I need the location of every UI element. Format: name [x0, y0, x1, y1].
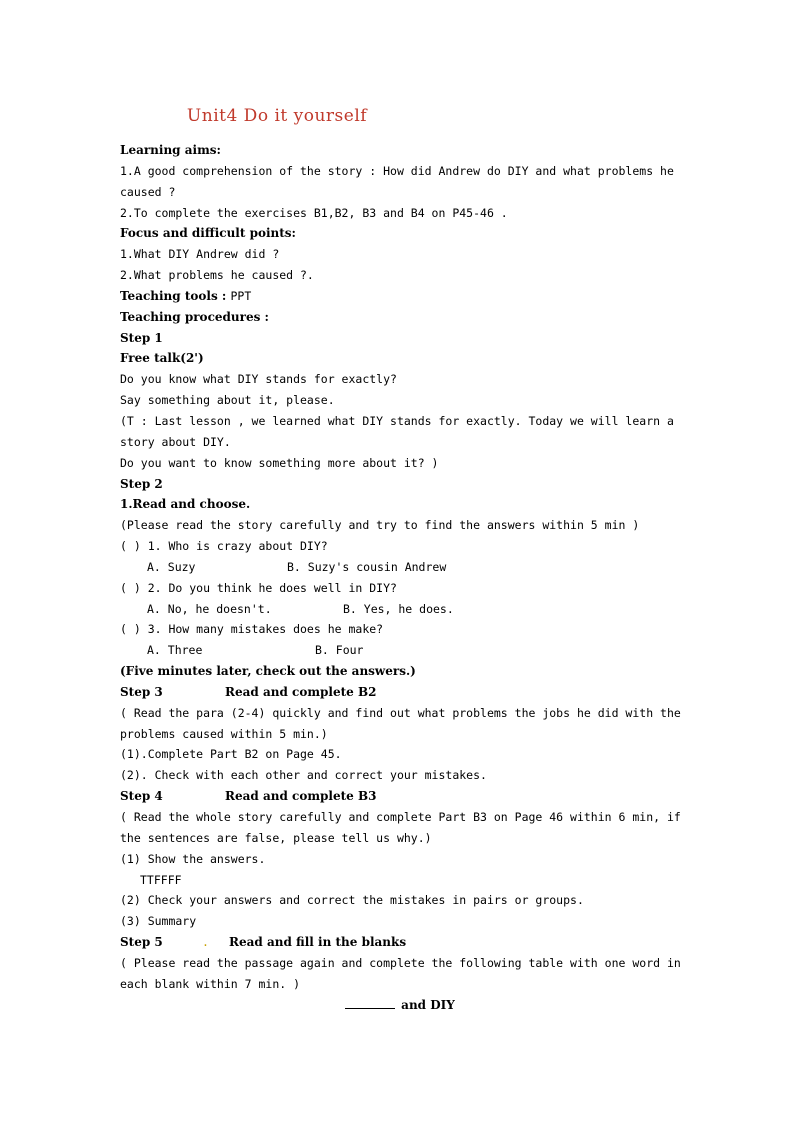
step-4-item-3: (3) Summary	[120, 914, 197, 929]
table-title: and DIY	[401, 997, 455, 1012]
step-5-instruction-line-1: ( Please read the passage again and complete the following table with one word in	[120, 955, 681, 970]
aims-heading: Learning aims:	[120, 143, 221, 157]
read-choose-heading: 1.Read and choose.	[120, 497, 251, 512]
mc2-option-b: B. Yes, he does.	[343, 601, 454, 616]
step-4-item-2: (2) Check your answers and correct the mistakes in pairs or groups.	[120, 893, 584, 908]
step-5-title: Read and fill in the blanks	[229, 935, 407, 950]
procedures-heading: Teaching procedures :	[120, 309, 269, 324]
question-2: Say something about it, please.	[120, 393, 335, 408]
step-3-item-2: (2). Check with each other and correct your mistakes.	[120, 768, 487, 783]
step-5-instruction-line-2: each blank within 7 min. )	[120, 976, 301, 991]
step-3-heading: Step 3	[120, 684, 163, 699]
document-title: Unit4 Do it yourself	[186, 106, 368, 126]
step-3-item-1: (1).Complete Part B2 on Page 45.	[120, 747, 342, 762]
teacher-note-line-1: (T : Last lesson , we learned what DIY stands for exactly. Today we will learn a	[120, 413, 674, 428]
step-4-answers: TTFFFF	[140, 872, 182, 887]
aim-1-line-2: caused ?	[120, 184, 176, 199]
step-5-heading: Step 5	[120, 935, 163, 950]
tools-label: Teaching tools :	[120, 288, 231, 303]
mc3-option-b: B. Four	[315, 643, 364, 658]
mc-question-1: ( ) 1. Who is crazy about DIY?	[120, 539, 328, 554]
step-3-instruction-line-2: problems caused within 5 min.)	[120, 726, 328, 741]
mc3-option-a: A. Three	[147, 643, 203, 658]
step-4-item-1: (1) Show the answers.	[120, 851, 266, 866]
step-4-title: Read and complete B3	[225, 789, 377, 804]
aim-1-line-1: 1.A good comprehension of the story : How did Andrew do DIY and what problems he	[120, 163, 674, 178]
fill-blank	[345, 996, 395, 1009]
mc1-option-a: A. Suzy	[147, 559, 196, 574]
step-1-heading: Step 1	[120, 330, 163, 345]
tools-value: PPT	[230, 288, 252, 303]
focus-point-2: 2.What problems he caused ?.	[120, 268, 314, 283]
mc2-option-a: A. No, he doesn't.	[147, 601, 272, 616]
step-5-dot: .	[202, 935, 209, 950]
step-3-title: Read and complete B2	[225, 684, 377, 699]
free-talk-heading: Free talk(2')	[120, 351, 204, 366]
step-4-heading: Step 4	[120, 789, 163, 804]
question-1: Do you know what DIY stands for exactly?	[120, 372, 397, 387]
mc-question-2: ( ) 2. Do you think he does well in DIY?	[120, 580, 397, 595]
step-4-instruction-line-1: ( Read the whole story carefully and complete Part B3 on Page 46 within 6 min, if	[120, 810, 681, 824]
table-title-line	[120, 995, 680, 1016]
step-2-instruction: (Please read the story carefully and try to find the answers within 5 min )	[120, 518, 640, 533]
focus-point-1: 1.What DIY Andrew did ?	[120, 247, 280, 262]
step-4-instruction-line-2: the sentences are false, please tell us why.)	[120, 830, 432, 845]
mc-options-2	[120, 599, 680, 620]
teacher-note-line-2: story about DIY.	[120, 434, 231, 449]
mc1-option-b: B. Suzy's cousin Andrew	[287, 559, 447, 574]
step-2-heading: Step 2	[120, 476, 163, 491]
step-3-instruction-line-1: ( Read the para (2-4) quickly and find out what problems the jobs he did with the	[120, 705, 681, 720]
mc-question-3: ( ) 3. How many mistakes does he make?	[120, 622, 384, 637]
teacher-note-line-3: Do you want to know something more about it? )	[120, 455, 439, 470]
mc-options-1	[120, 557, 680, 578]
focus-heading: Focus and difficult points:	[120, 226, 296, 241]
mc-options-3	[120, 640, 680, 661]
five-minutes-note: (Five minutes later, check out the answers.)	[120, 664, 416, 679]
aim-2: 2.To complete the exercises B1,B2, B3 and B4 on P45-46 .	[120, 205, 508, 220]
